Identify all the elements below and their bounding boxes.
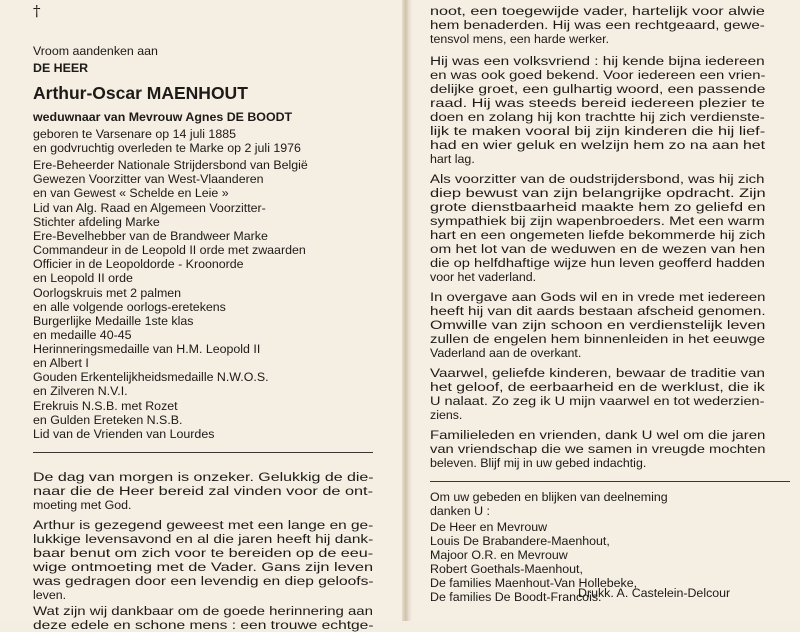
honor-line: Gouden Erkentelijkheidsmedaille N.W.O.S. bbox=[33, 370, 269, 384]
paragraph-line: noot, een toegewijde vader, hartelijk voor alwie bbox=[430, 4, 765, 18]
family-line: Robert Goethals-Maenhout, bbox=[430, 562, 583, 576]
honor-line: Oorlogskruis met 2 palmen bbox=[33, 286, 182, 300]
family-line: De families Maenhout-Van Hollebeke, bbox=[430, 576, 638, 590]
paragraph-line: delijke groet, een gulhartig woord, een passende bbox=[430, 82, 766, 96]
paragraph-line: om het lot van de weduwen en de wezen van hen bbox=[430, 242, 766, 256]
paragraph-line: baar benut om zich voor te bereiden op de eeu- bbox=[33, 546, 374, 560]
honor-line: Erekruis N.S.B. met Rozet bbox=[33, 399, 178, 413]
paragraph-line: van vriendschap die we samen in vreugde mochten bbox=[430, 442, 766, 456]
honor-line: Ere-Beheerder Nationale Strijdersbond van België bbox=[33, 158, 308, 172]
honor-line: Ere-Bevelhebber van de Brandweer Marke bbox=[33, 229, 268, 243]
paragraph-line: leven. bbox=[33, 588, 67, 602]
paragraph-line: De dag van morgen is onzeker. Gelukkig de die- bbox=[33, 470, 374, 484]
paragraph-line: lijk te maken vooral bij zijn kinderen die hij lief- bbox=[430, 124, 766, 138]
paragraph-line: had en wier geluk en welzijn hem zo na aan het bbox=[430, 138, 766, 152]
honor-line: Herinneringsmedaille van H.M. Leopold II bbox=[33, 342, 261, 356]
paragraph-line: Vaarwel, geliefde kinderen, bewaar de traditie van bbox=[430, 366, 765, 380]
paragraph-line: Familieleden en vrienden, dank U wel om die jaren bbox=[430, 428, 766, 442]
card-fold bbox=[402, 0, 412, 621]
death-line: en godvruchtig overleden te Marke op 2 juli 1976 bbox=[33, 141, 301, 155]
paragraph-line: Als voorzitter van de oudstrijdersbond, was hij zich bbox=[430, 172, 765, 186]
paragraph-line: hem benaderden. Hij was een rechtgeaard, gewe- bbox=[430, 18, 765, 32]
paragraph-line: Arthur is gezegend geweest met een lange en ge- bbox=[33, 518, 374, 532]
honor-line: Lid van Alg. Raad en Algemeen Voorzitter- bbox=[33, 201, 266, 215]
family-line: De families De Boodt-Francois. bbox=[430, 590, 602, 604]
paragraph-line: zullen de engelen hem binnenleiden in het eeuwge bbox=[430, 332, 766, 346]
paragraph-line: hart en een ongemeten liefde bekommerde hij zich bbox=[430, 228, 766, 242]
paragraph-line: heeft hij van dit aards bestaan afscheid genomen. bbox=[430, 304, 766, 318]
paragraph-line: Omwille van zijn schoon en verdienstelijk leven bbox=[430, 318, 766, 332]
family-line: De Heer en Mevrouw bbox=[430, 520, 548, 534]
honor-line: Commandeur in de Leopold II orde met zwaarden bbox=[33, 243, 306, 257]
deceased-name: Arthur-Oscar MAENHOUT bbox=[33, 83, 248, 103]
honor-line: Lid van de Vrienden van Lourdes bbox=[33, 427, 215, 441]
family-line: Majoor O.R. en Mevrouw bbox=[430, 548, 568, 562]
thanks-intro: Om uw gebeden en blijken van deelneming bbox=[430, 490, 668, 504]
paragraph-line: Hij was een volksvriend : hij kende bijna iedereen bbox=[430, 54, 765, 68]
paragraph-line: hart lag. bbox=[430, 152, 475, 166]
paragraph-line: moeting met God. bbox=[33, 498, 132, 512]
paragraph-line: sympathiek bij zijn wapenbroeders. Met een warm bbox=[430, 214, 765, 228]
paragraph-line: en was ook goed bekend. Voor iedereen een vrien- bbox=[430, 68, 766, 82]
cross-symbol: † bbox=[33, 2, 41, 20]
honor-line: Officier in de Leopoldorde - Kroonorde bbox=[33, 257, 244, 271]
paragraph-line: voor het vaderland. bbox=[430, 270, 537, 284]
thanks-intro: danken U : bbox=[430, 504, 490, 518]
paragraph-line: deze edele en schone mens : een trouwe echtge- bbox=[33, 618, 374, 632]
paragraph-line: grote dienstbaarheid maakte hem zo geliefd en bbox=[430, 200, 766, 214]
paragraph-line: Wat zijn wij dankbaar om de goede herinnering aan bbox=[33, 604, 373, 618]
paragraph-line: doen en zolang hij kon trachtte hij zich verdienste- bbox=[430, 110, 765, 124]
honor-line: en van Gewest « Schelde en Leie » bbox=[33, 186, 229, 200]
family-line: Louis De Brabandere-Maenhout, bbox=[430, 534, 610, 548]
paragraph-line: het geloof, de eerbaarheid en de werklust, die ik bbox=[430, 380, 765, 394]
section-divider bbox=[33, 452, 373, 453]
section-divider bbox=[430, 481, 790, 482]
right-page bbox=[412, 0, 800, 621]
paragraph-line: tensvol mens, een harde werker. bbox=[430, 32, 610, 46]
paragraph-line: diep bewust van zijn belangrijke opdracht. Zijn bbox=[430, 186, 766, 200]
honor-line: Stichter afdeling Marke bbox=[33, 215, 160, 229]
paragraph-line: In overgave aan Gods wil en in vrede met iedereen bbox=[430, 290, 766, 304]
printer-credit: Drukk. A. Castelein-Delcour bbox=[578, 586, 731, 600]
birth-line: geboren te Varsenare op 14 juli 1885 bbox=[33, 127, 236, 141]
paragraph-line: U nalaat. Zo zeg ik U mijn vaarwel en tot wederzien- bbox=[430, 394, 765, 408]
paragraph-line: raad. Hij was steeds bereid iedereen plezier te bbox=[430, 96, 765, 110]
memory-heading: Vroom aandenken aan bbox=[33, 44, 158, 58]
paragraph-line: Vaderland aan de overkant. bbox=[430, 346, 582, 360]
honor-line: Gewezen Voorzitter van West-Vlaanderen bbox=[33, 172, 264, 186]
honor-line: Burgerlijke Medaille 1ste klas bbox=[33, 314, 194, 328]
title-heading: DE HEER bbox=[33, 61, 89, 75]
paragraph-line: beleven. Blijf mij in uw gebed indachtig. bbox=[430, 456, 647, 470]
honor-line: en medaille 40-45 bbox=[33, 328, 132, 342]
paragraph-line: was gedragen door een levendig en diep geloofs- bbox=[33, 574, 374, 588]
paragraph-line: lukkige levensavond en al die jaren heeft hij dank- bbox=[33, 532, 374, 546]
honor-line: en Albert I bbox=[33, 356, 89, 370]
widower-line: weduwnaar van Mevrouw Agnes DE BOODT bbox=[33, 110, 293, 124]
paragraph-line: die op helfdhaftige wijze hun leven geofferd hadden bbox=[430, 256, 765, 270]
honor-line: en Leopold II orde bbox=[33, 271, 133, 285]
paragraph-line: wige ontmoeting met de Vader. Gans zijn leven bbox=[33, 560, 374, 574]
honor-line: en Zilveren N.V.I. bbox=[33, 384, 128, 398]
honor-line: en Gulden Ereteken N.S.B. bbox=[33, 413, 183, 427]
paragraph-line: naar die de Heer bereid zal vinden voor de ont- bbox=[33, 484, 373, 498]
honor-line: en alle volgende oorlogs-eretekens bbox=[33, 300, 226, 314]
paragraph-line: ziens. bbox=[430, 408, 463, 422]
